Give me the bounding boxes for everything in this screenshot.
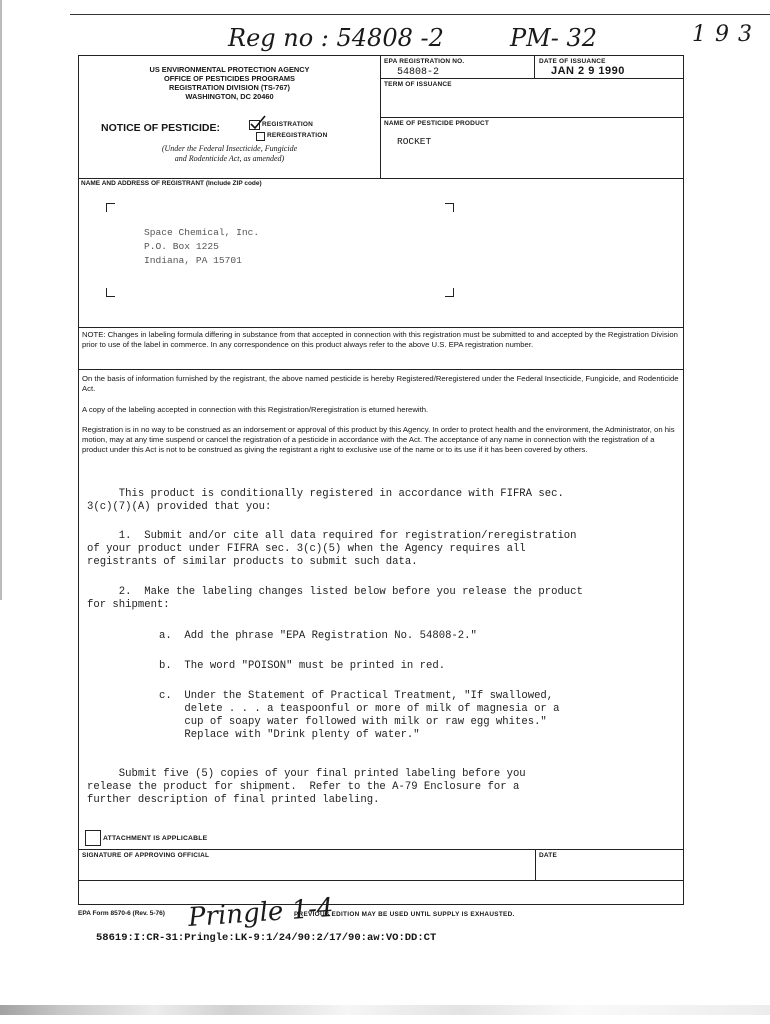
act-reference [79, 144, 380, 163]
signature-label: SIGNATURE OF APPROVING OFFICIAL [82, 852, 210, 859]
reregistration-option-label: REREGISTRATION [267, 132, 328, 139]
condition-item-1: 1. Submit and/or cite all data required for registration/reregistration of your product under FIFRA sec. 3(c)(5) when the Agency requires all registrants of similar products to submit such data. [87, 530, 577, 568]
handwritten-reg-no: Reg no : 54808 -2 [228, 24, 444, 52]
agency-line: REGISTRATION DIVISION (TS-767) [169, 83, 290, 92]
previous-edition-note: PREVIOUS EDITION MAY BE USED UNTIL SUPPLY IS EXHAUSTED. [294, 911, 515, 918]
copy-paragraph: A copy of the labeling accepted in connection with this Registration/Reregistration is eturned herewith. [82, 405, 429, 414]
signature-date-label: DATE [539, 852, 558, 859]
basis-paragraph: On the basis of information furnished by the registrant, the above named pesticide is hereby Registered/Reregistered under the Federal Insecticide, Fungicide, and Rodenticide Act. [82, 374, 679, 393]
conditional-registration-intro: This product is conditionally registered in accordance with FIFRA sec. 3(c)(7)(A) provided that you: [87, 488, 564, 513]
product-name-label: NAME OF PESTICIDE PRODUCT [384, 120, 490, 127]
attachment-checkbox[interactable] [85, 830, 101, 846]
registration-checkbox[interactable] [249, 120, 260, 130]
address-corner [445, 288, 454, 297]
address-line: P.O. Box 1225 [144, 241, 219, 252]
date-of-issuance-label: DATE OF ISSUANCE [539, 58, 606, 65]
reregistration-checkbox[interactable] [256, 132, 265, 141]
submit-copies-paragraph: Submit five (5) copies of your final printed labeling before you release the product for shipment. Refer to the A-79 Enclosure for a further description of final printed labeling. [87, 768, 526, 806]
epa-registration-label: EPA REGISTRATION NO. [384, 58, 465, 65]
address-corner [106, 288, 115, 297]
official-signature: Pringle 1-4 [187, 892, 335, 934]
notice-form [78, 55, 684, 905]
labeling-change-b: b. The word "POISON" must be printed in red. [159, 660, 446, 672]
agency-line: OFFICE OF PESTICIDES PROGRAMS [164, 74, 295, 83]
act-line: (Under the Federal Insecticide, Fungicide [161, 144, 298, 153]
scan-noise-strip [0, 1005, 770, 1015]
left-edge-mark [0, 0, 2, 600]
labeling-change-c: c. Under the Statement of Practical Treatment, "If swallowed, delete . . . a teaspoonful or more of milk of magnesia or a cup of soapy water followed with milk or raw egg whites." Replace with "Drink plenty of water." [159, 690, 560, 741]
epa-registration-number: 54808-2 [397, 67, 440, 78]
top-rule-dash [30, 14, 70, 15]
agency-line: US ENVIRONMENTAL PROTECTION AGENCY [149, 65, 310, 74]
act-line: and Rodenticide Act, as amended) [174, 153, 285, 163]
agency-block [79, 65, 380, 101]
disclaimer-paragraph: Registration is in no way to be construed as an indorsement or approval of this product by this Agency. In order to protect health and the environment, the Administrator, on his motion, may at any time suspend or cancel the registration of a pesticide in accordance with the Act. The acceptance of any name in connection with the registration of a product under this Act is not to be construed as giving the registrant a right to exclusive use of the name or to its use if it has been covered by others. [82, 425, 675, 454]
term-of-issuance-label: TERM OF ISSUANCE [384, 81, 452, 88]
handwritten-pm: PM- 32 [510, 24, 597, 52]
date-of-issuance-stamp: JAN 2 9 1990 [551, 65, 625, 77]
top-rule [30, 14, 770, 15]
attachment-label: ATTACHMENT IS APPLICABLE [103, 835, 208, 842]
handwritten-page-number: 1 9 3 [692, 22, 753, 47]
note-paragraph: NOTE: Changes in labeling formula differing in substance from that accepted in connection with this registration must be submitted to and accepted by the Registration Division prior to use of the label in commerce. In any correspondence on this product always refer to the above U.S. EPA registration number. [82, 330, 678, 349]
tracking-code: 58619:I:CR-31:Pringle:LK-9:1/24/90:2/17/90:aw:VO:DD:CT [96, 932, 437, 944]
registrant-address [144, 226, 259, 268]
agency-line: WASHINGTON, DC 20460 [185, 92, 274, 101]
address-corner [106, 203, 115, 212]
address-line: Space Chemical, Inc. [144, 227, 260, 238]
form-number: EPA Form 8570-6 (Rev. 5-76) [78, 910, 165, 917]
address-line: Indiana, PA 15701 [144, 255, 242, 266]
registrant-label: NAME AND ADDRESS OF REGISTRANT (Include ZIP code) [81, 180, 262, 187]
condition-item-2: 2. Make the labeling changes listed below before you release the product for shipment: [87, 586, 583, 611]
labeling-change-a: a. Add the phrase "EPA Registration No. 54808-2." [159, 630, 477, 642]
address-corner [445, 203, 454, 212]
registration-option-label: REGISTRATION [262, 121, 314, 128]
notice-title: NOTICE OF PESTICIDE: [101, 122, 221, 134]
product-name-value: ROCKET [397, 136, 432, 147]
